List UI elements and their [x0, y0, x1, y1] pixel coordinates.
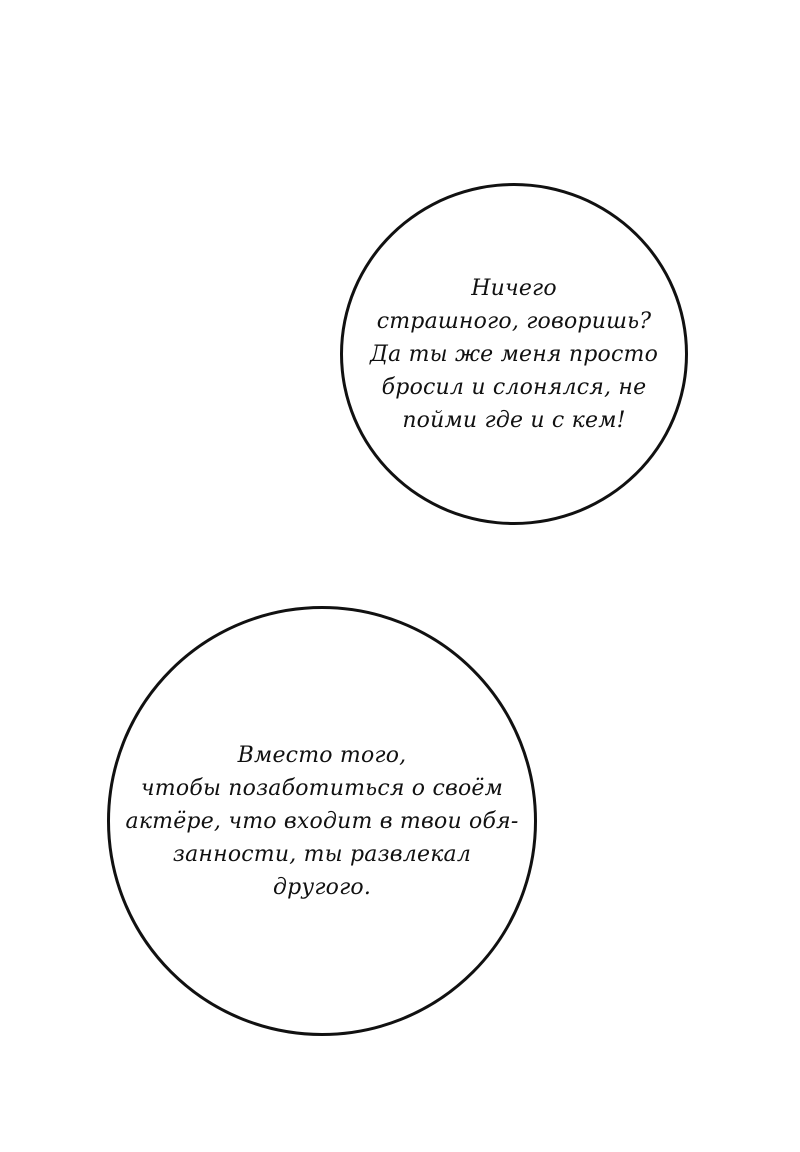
speech-line: занности, ты развлекал — [172, 841, 472, 867]
speech-line: Вместо того, — [237, 742, 407, 768]
speech-bubble-2-text — [112, 739, 532, 904]
speech-bubble-1-text — [364, 272, 664, 437]
speech-line: пойми где и с кем! — [402, 407, 626, 433]
speech-line: чтобы позаботиться о своём — [140, 775, 504, 801]
speech-line: бросил и слонялся, не — [381, 374, 647, 400]
speech-bubble-1 — [340, 183, 688, 525]
speech-line: актёре, что входит в твои обя- — [125, 808, 519, 834]
speech-line: Ничего — [471, 275, 557, 301]
speech-line: Да ты же меня просто — [369, 341, 659, 367]
speech-bubble-2 — [107, 606, 537, 1036]
speech-line: другого. — [272, 874, 372, 900]
speech-line: страшного, говоришь? — [376, 308, 652, 334]
